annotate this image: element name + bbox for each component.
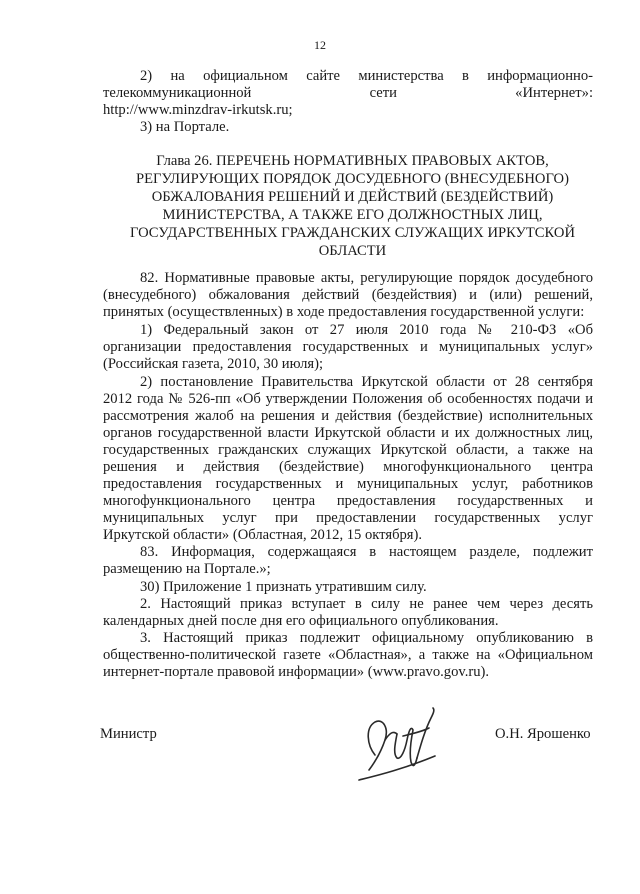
paragraph-line: 82. Нормативные правовые акты, регулирующие порядок досудебного xyxy=(140,270,593,286)
paragraph-line: государственных гражданских служащих Иркутской области, а также на xyxy=(103,442,593,458)
signer-name: О.Н. Ярошенко xyxy=(495,726,591,742)
paragraph-line: муниципальных услуг при предоставлении государственных услуг xyxy=(103,510,593,526)
list-item: телекоммуникационной сети «Интернет»: xyxy=(103,85,593,101)
chapter-heading-line: ГОСУДАРСТВЕННЫХ ГРАЖДАНСКИХ СЛУЖАЩИХ ИРКУТСКОЙ xyxy=(130,225,575,241)
paragraph-line: 30) Приложение 1 признать утратившим силу. xyxy=(140,579,427,595)
paragraph-line: (Российская газета, 2010, 30 июля); xyxy=(103,356,324,372)
paragraph-line: организации предоставления государственных и муниципальных услуг» xyxy=(103,339,593,355)
paragraph-line: принятых (осуществленных) в ходе предоставления государственной услуги: xyxy=(103,304,585,320)
paragraph-line: 2. Настоящий приказ вступает в силу не ранее чем через десять xyxy=(140,596,593,612)
paragraph-line: календарных дней после дня его официального опубликования. xyxy=(103,613,499,629)
paragraph-line: многофункционального центра предоставления государственных и xyxy=(103,493,593,509)
paragraph-line: общественно-политической газете «Областная», а также на «Официальном xyxy=(103,647,593,663)
paragraph-line: 1) Федеральный закон от 27 июля 2010 года № 210-ФЗ «Об xyxy=(140,322,593,338)
paragraph-line: размещению на Портале.»; xyxy=(103,561,271,577)
handwritten-signature xyxy=(345,700,455,785)
chapter-heading-line: ОБЛАСТИ xyxy=(318,243,387,259)
paragraph-line: Иркутской области» (Областная, 2012, 15 октября). xyxy=(103,527,423,543)
list-item: 2) на официальном сайте министерства в информационно- xyxy=(140,68,593,84)
chapter-heading-line: Глава 26. ПЕРЕЧЕНЬ НОРМАТИВНЫХ ПРАВОВЫХ АКТОВ, xyxy=(156,153,549,169)
page-number: 12 xyxy=(314,38,326,52)
chapter-heading-line: РЕГУЛИРУЮЩИХ ПОРЯДОК ДОСУДЕБНОГО (ВНЕСУДЕБНОГО) xyxy=(136,171,569,187)
paragraph-line: (внесудебного) обжалования действий (бездействия) и (или) решений, xyxy=(103,287,593,303)
paragraph-line: 83. Информация, содержащаяся в настоящем разделе, подлежит xyxy=(140,544,593,560)
paragraph-line: интернет-портале правовой информации» (www.pravo.gov.ru). xyxy=(103,664,490,680)
paragraph-line: 3. Настоящий приказ подлежит официальному опубликованию в xyxy=(140,630,593,646)
signer-position: Министр xyxy=(100,726,157,742)
paragraph-line: 2) постановление Правительства Иркутской области от 28 сентября xyxy=(140,374,593,390)
chapter-heading-line: МИНИСТЕРСТВА, А ТАКЖЕ ЕГО ДОЛЖНОСТНЫХ ЛИЦ, xyxy=(162,207,543,223)
list-item: http://www.minzdrav-irkutsk.ru; xyxy=(103,102,293,118)
paragraph-line: 2012 года № 526-пп «Об утверждении Положения об особенностях подачи и xyxy=(103,391,593,407)
chapter-heading-line: ОБЖАЛОВАНИЯ РЕШЕНИЙ И ДЕЙСТВИЙ (БЕЗДЕЙСТВИЙ) xyxy=(151,189,554,205)
paragraph-line: решения и действия (бездействие) многофункционального центра xyxy=(103,459,593,475)
paragraph-line: предоставления государственных и муниципальных услуг, работников xyxy=(103,476,593,492)
paragraph-line: органов государственной власти Иркутской области и их должностных лиц, xyxy=(103,425,593,441)
paragraph-line: рассмотрения жалоб на решения и действия (бездействие) исполнительных xyxy=(103,408,593,424)
list-item: 3) на Портале. xyxy=(140,119,230,135)
